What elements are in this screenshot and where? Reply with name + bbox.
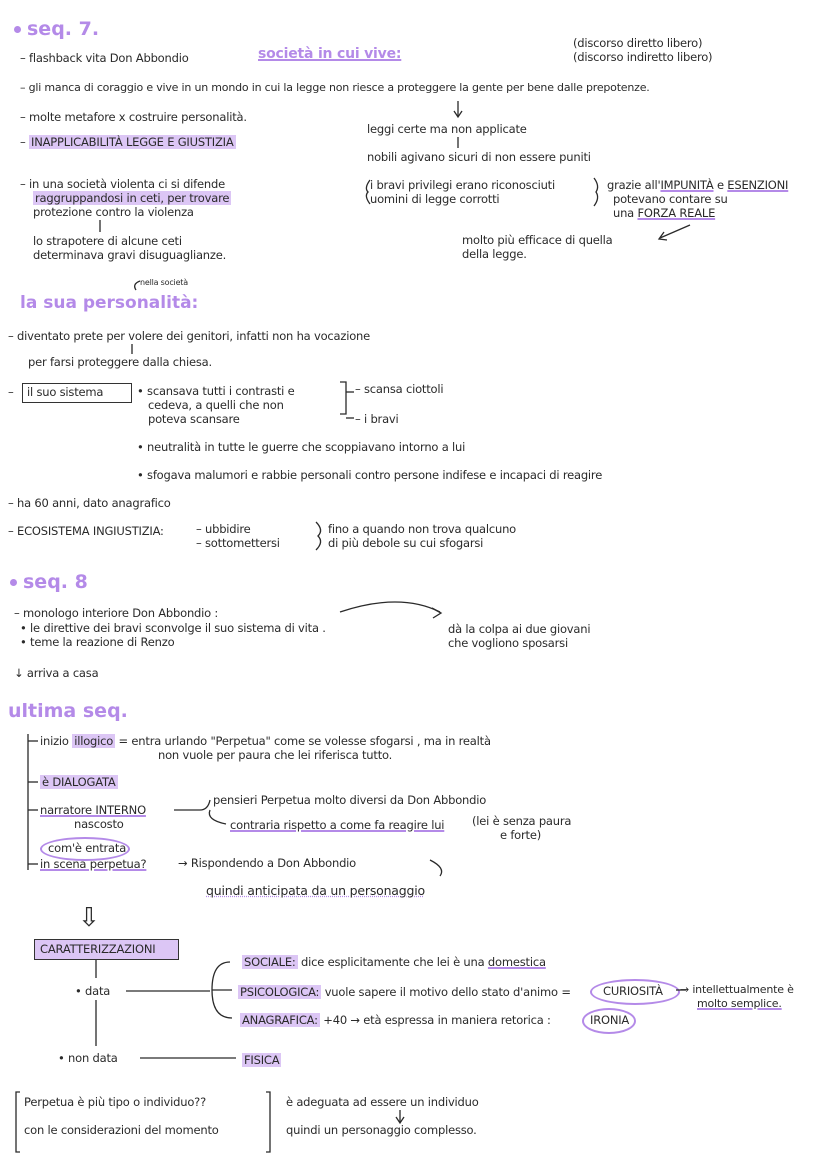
psicologica-label: PSICOLOGICA: (240, 985, 320, 999)
seq8-title-text: seq. 8 (23, 571, 88, 593)
scansa-ciottoli: – scansa ciottoli (355, 382, 444, 396)
molto-efficace-2: della legge. (462, 247, 527, 261)
domestica: domestica (487, 955, 546, 969)
societa-violenta-3: protezione contro la violenza (33, 205, 194, 219)
i-bravi: – i bravi (355, 412, 399, 426)
sottomettersi: – sottomettersi (196, 536, 280, 550)
inizio-line-2: non vuole per paura che lei riferisca tutto. (158, 748, 393, 762)
data-label: • data (75, 984, 111, 998)
lei-senza-1: (lei è senza paura (472, 814, 572, 828)
prete-line-2: per farsi proteggere dalla chiesa. (28, 355, 212, 369)
cedeva-line-2: poteva scansare (148, 412, 240, 426)
arrow-narratore (174, 800, 210, 810)
monologo-line: – monologo interiore Don Abbondio : (14, 606, 219, 620)
sistema-label: il suo sistema (27, 385, 104, 399)
strapotere-1: lo strapotere di alcune ceti (33, 234, 182, 248)
sistema-dash: – (8, 385, 14, 399)
grazie-pre: grazie all' (607, 178, 661, 192)
flashback-line: – flashback vita Don Abbondio (20, 51, 189, 65)
answer-line-2: quindi un personaggio complesso. (286, 1123, 477, 1137)
curiosita: CURIOSITÀ (603, 984, 663, 998)
metafore-line: – molte metafore x costruire personalità. (20, 110, 247, 124)
forza-reale: FORZA REALE (637, 206, 716, 220)
potevano-contare: potevano contare su (613, 192, 728, 206)
inapplicabilita-line: – INAPPLICABILITÀ LEGGE E GIUSTIZIA (20, 135, 234, 149)
prete-line-1: – diventato prete per volere dei genitori, infatti non ha vocazione (8, 329, 371, 343)
teme-line: • teme la reazione di Renzo (20, 635, 175, 649)
colpa-line-2: che vogliono sposarsi (448, 636, 568, 650)
nobili-line: nobili agivano sicuri di non essere puniti (367, 150, 591, 164)
discorso-indiretto: (discorso indiretto libero) (573, 50, 713, 64)
question-line-2: con le considerazioni del momento (24, 1123, 219, 1137)
neutralita-text: neutralità in tutte le guerre che scoppiavano intorno a lui (147, 440, 466, 454)
bravi-sconvolge: • le direttive dei bravi sconvolge il suo sistema di vita . (20, 621, 326, 635)
ecosistema-label: – ECOSISTEMA INGIUSTIZIA: (8, 524, 164, 538)
dialogata-text: è DIALOGATA (42, 775, 116, 789)
fino-line-2: di più debole su cui sfogarsi (328, 536, 484, 550)
arrow-narratore-2 (209, 810, 226, 824)
arrow-rispondendo (430, 860, 442, 876)
brace-ecosistema (316, 522, 321, 550)
intellettualmente-2-text: molto semplice. (697, 997, 782, 1010)
seq7-title-text: seq. 7. (27, 18, 100, 40)
societa-violenta-2-text: raggruppandosi in ceti, per trovare (35, 191, 230, 205)
question-line-1: Perpetua è più tipo o individuo?? (24, 1095, 206, 1109)
anagrafica-label: ANAGRAFICA: (242, 1013, 318, 1027)
come-entrata-2-text: in scena perpetua? (40, 857, 147, 871)
bravi-privilegi: i bravi privilegi erano riconosciuti (370, 178, 555, 192)
and-word: e (713, 178, 728, 192)
fisica-label: FISICA (244, 1053, 280, 1067)
brace-grazie (594, 178, 598, 206)
rispondendo-line: → Rispondendo a Don Abbondio (178, 856, 357, 870)
narratore-text: narratore INTERNO (40, 803, 146, 817)
molto-efficace-1: molto più efficace di quella (462, 233, 613, 247)
discorso-diretto: (discorso diretto libero) (573, 36, 703, 50)
lei-senza-2: e forte) (500, 828, 542, 842)
come-entrata-1: com'è entrata (48, 841, 127, 855)
societa-violenta-1: – in una società violenta ci si difende (20, 177, 225, 191)
arriva-text: arriva a casa (26, 666, 99, 680)
conclusion-bracket-right (266, 1092, 270, 1152)
sfogava-text: sfogava malumori e rabbie personali contro persone indifese e incapaci di reagire (147, 468, 603, 482)
inizio-text: = entra urlando "Perpetua" come se volesse sfogarsi , ma in realtà (115, 734, 491, 748)
arrow-molto-efficace (660, 225, 690, 238)
answer-line-1: è adeguata ad essere un individuo (286, 1095, 479, 1109)
arrow-nella-societa (135, 281, 140, 290)
nella-societa: nella società (140, 278, 188, 287)
ubbidire: – ubbidire (196, 522, 251, 536)
bracket-sistema (340, 382, 346, 414)
arrow-monologo-colpa (340, 602, 440, 612)
hollow-down-arrow-icon: ⇩ (78, 903, 100, 933)
brace-bravi (366, 180, 370, 204)
neutralita-line: • neutralità in tutte le guerre che scoppiavano intorno a lui (137, 440, 466, 454)
caratterizzazioni-title: CARATTERIZZAZIONI (40, 942, 156, 956)
intellettualmente-1: → intellettualmente è (680, 983, 794, 996)
coraggio-line: – gli manca di coraggio e vive in un mondo in cui la legge non riesce a proteggere la gente per bene dalle prepotenze. (20, 81, 650, 94)
quindi-text: quindi anticipata da un personaggio (206, 883, 425, 898)
sociale-label: SOCIALE: (244, 955, 296, 969)
esenzioni: ESENZIONI (727, 178, 789, 192)
strapotere-2: determinava gravi disuguaglianze. (33, 248, 227, 262)
ironia: IRONIA (590, 1013, 630, 1027)
ultima-title: ultima seq. (8, 700, 128, 722)
uomini-legge: uomini di legge corrotti (370, 192, 500, 206)
sociale-text: dice esplicitamente che lei è una (297, 955, 488, 969)
anagrafica-text: +40 → età espressa in maniera retorica : (319, 1013, 551, 1027)
societa-title: società in cui vive: (258, 46, 402, 62)
inizio-illogico: illogico (74, 734, 114, 748)
fino-line-1: fino a quando non trova qualcuno (328, 522, 517, 536)
impunita: IMPUNITÀ (660, 178, 714, 192)
narratore-line-2: nascosto (74, 817, 124, 831)
sfogava-line: • sfogava malumori e rabbie personali contro persone indifese e incapaci di reagire (137, 468, 603, 482)
eta-line: – ha 60 anni, dato anagrafico (8, 496, 171, 510)
colpa-line-1: dà la colpa ai due giovani (448, 622, 591, 636)
pensieri-line: pensieri Perpetua molto diversi da Don Abbondio (213, 793, 487, 807)
inapplicabilita-highlight: INAPPLICABILITÀ LEGGE E GIUSTIZIA (31, 135, 234, 149)
arriva-line: ↓ arriva a casa (14, 666, 99, 680)
scansava-line: • scansava tutti i contrasti e (137, 384, 295, 398)
personalita-title: la sua personalità: (20, 293, 199, 313)
cedeva-line-1: cedeva, a quelli che non (148, 398, 284, 412)
non-data-label: • non data (58, 1051, 118, 1065)
psicologica-text: vuole sapere il motivo dello stato d'animo = (321, 985, 571, 999)
inizio-label: inizio (40, 734, 73, 748)
leggi-certe: leggi certe ma non applicate (367, 122, 527, 136)
conclusion-bracket-left (16, 1092, 20, 1152)
contraria-text: contraria rispetto a come fa reagire lui (230, 818, 445, 832)
una-word: una (613, 206, 638, 220)
